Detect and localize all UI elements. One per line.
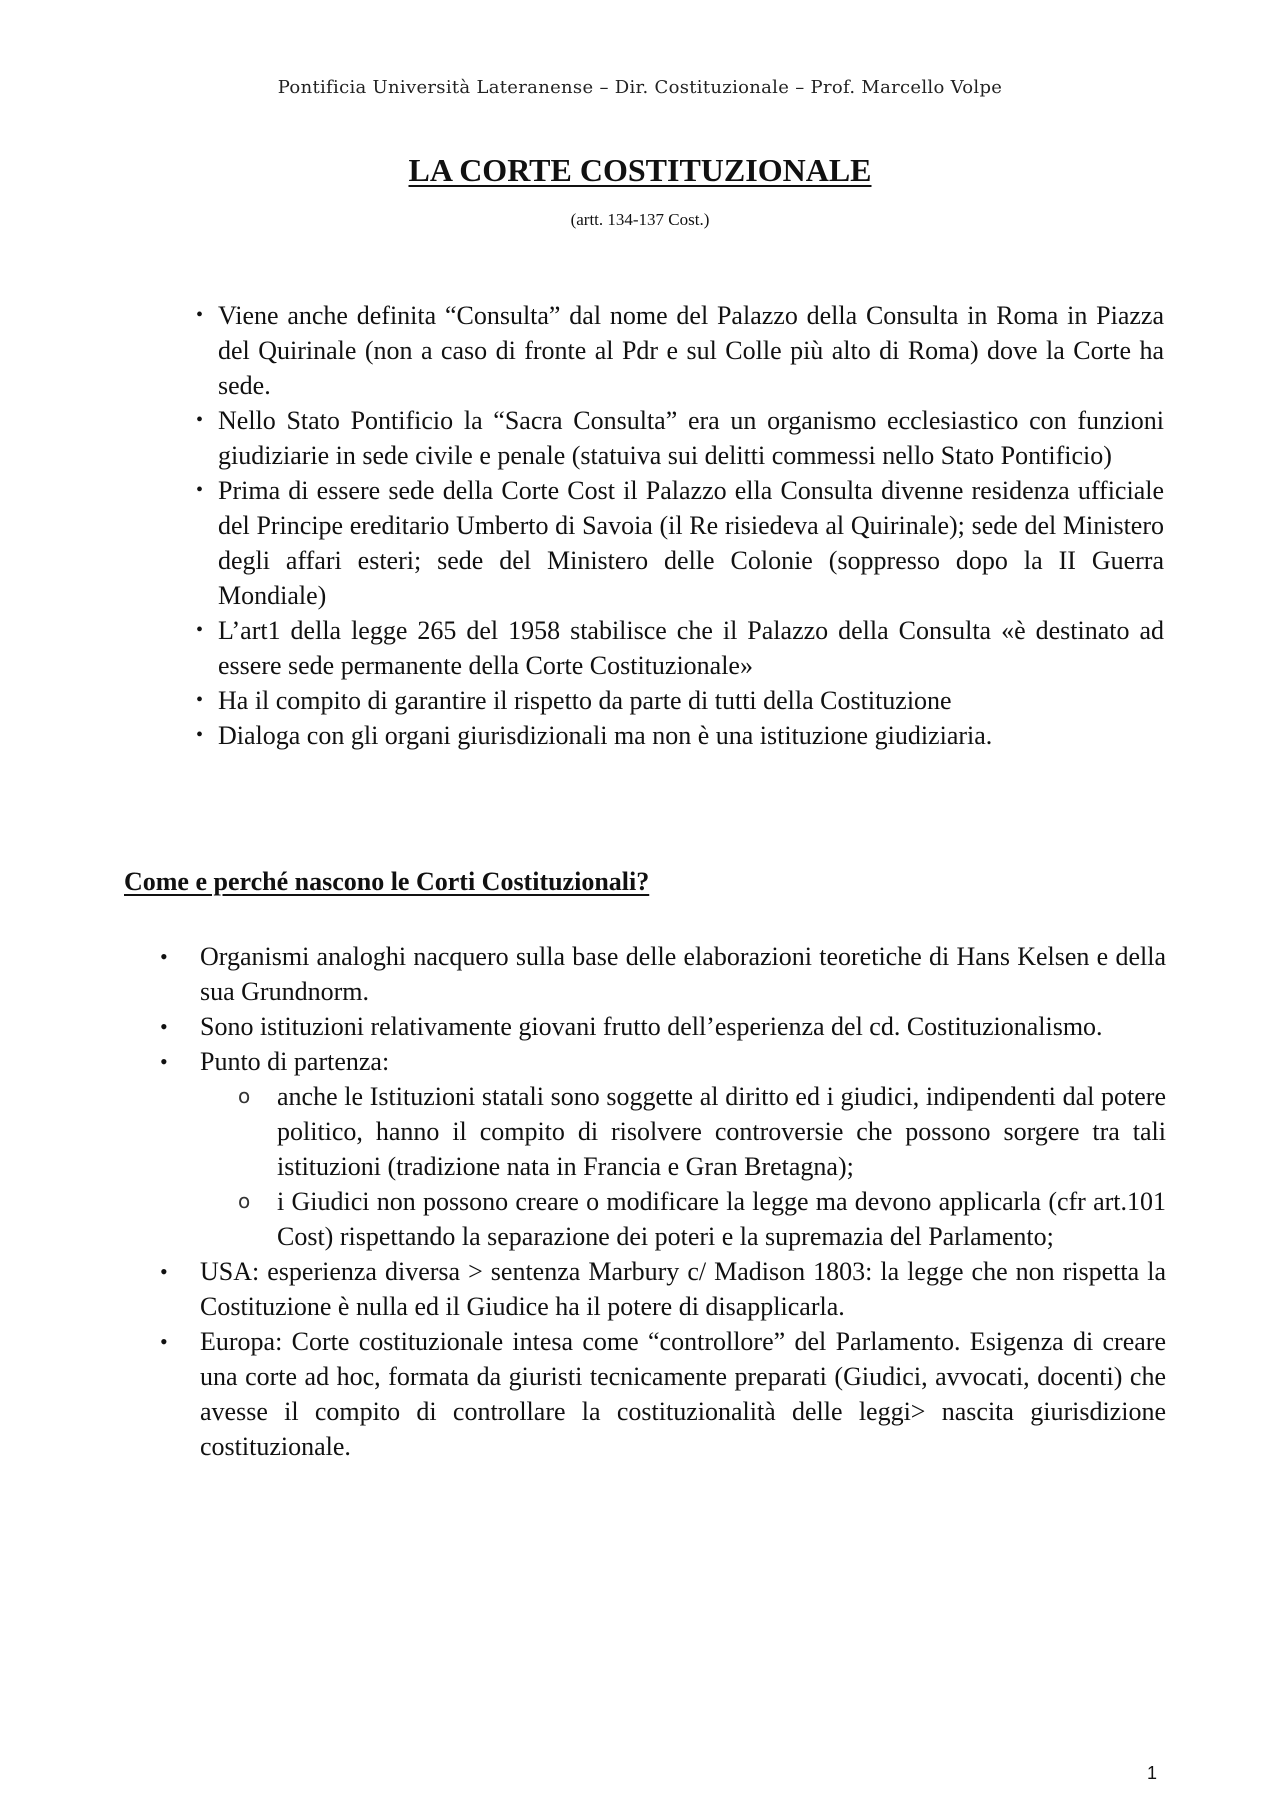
list-item-text: Nello Stato Pontificio la “Sacra Consulta” era un organismo ecclesiastico con funzioni giudiziarie in sede civile e penale (statuiva sui delitti commessi nello Stato Pontificio) — [218, 406, 1164, 470]
list-item — [178, 718, 1164, 753]
running-header: Pontificia Università Lateranense – Dir. Costituzionale – Prof. Marcello Volpe — [277, 77, 1003, 98]
sub-list-item — [238, 1079, 1166, 1184]
document-subtitle: (artt. 134-137 Cost.) — [570, 210, 710, 229]
list-item-text: Prima di essere sede della Corte Cost il Palazzo ella Consulta divenne residenza ufficiale del Principe ereditario Umberto di Savoia (il Re risiedeva al Quirinale); sede del Ministero degli affari esteri; sede del Ministero delle Colonie (soppresso dopo la II Guerra Mondiale) — [218, 476, 1164, 610]
intro-bullet-list — [178, 298, 1164, 753]
bullet-icon: • — [160, 944, 168, 969]
section-bullet-list — [160, 939, 1166, 1464]
hollow-bullet-icon: o — [238, 1084, 251, 1108]
sub-list-item-text: anche le Istituzioni statali sono soggette al diritto ed i giudici, indipendenti dal potere politico, hanno il compito di risolvere controversie che possono sorgere tra tali istituzioni (tradizione nata in Francia e Gran Bretagna); — [277, 1082, 1166, 1181]
list-item — [160, 1254, 1166, 1324]
bullet-icon: • — [160, 1049, 168, 1074]
bullet-icon: • — [196, 619, 204, 641]
list-item-text: Sono istituzioni relativamente giovani frutto dell’esperienza del cd. Costituzionalismo. — [200, 1012, 1103, 1041]
list-item — [160, 939, 1166, 1009]
list-item — [160, 1009, 1166, 1044]
bullet-icon: • — [160, 1329, 168, 1354]
hollow-bullet-icon: o — [238, 1189, 251, 1213]
list-item — [178, 613, 1164, 683]
list-item-text: Dialoga con gli organi giurisdizionali ma non è una istituzione giudiziaria. — [218, 721, 993, 750]
bullet-icon: • — [160, 1259, 168, 1284]
list-item — [178, 403, 1164, 473]
list-item — [178, 473, 1164, 613]
list-item-text: Europa: Corte costituzionale intesa come “controllore” del Parlamento. Esigenza di creare una corte ad hoc, formata da giuristi tecnicamente preparati (Giudici, avvocati, docenti) che avesse il compito di controllare la costituzionalità delle leggi> nascita giurisdizione costituzionale. — [200, 1327, 1166, 1461]
list-item — [160, 1324, 1166, 1464]
list-item-text: Punto di partenza: — [200, 1047, 390, 1076]
list-item-text: Viene anche definita “Consulta” dal nome del Palazzo della Consulta in Roma in Piazza del Quirinale (non a caso di fronte al Pdr e sul Colle più alto di Roma) dove la Corte ha sede. — [218, 301, 1164, 400]
bullet-icon: • — [196, 689, 204, 711]
list-item-text: USA: esperienza diversa > sentenza Marbury c/ Madison 1803: la legge che non rispetta la Costituzione è nulla ed il Giudice ha il potere di disapplicarla. — [200, 1257, 1166, 1321]
page-number: 1 — [1147, 1763, 1158, 1783]
list-item — [160, 1044, 1166, 1254]
list-item-text: Organismi analoghi nacquero sulla base delle elaborazioni teoretiche di Hans Kelsen e della sua Grundnorm. — [200, 942, 1166, 1006]
list-item — [178, 683, 1164, 718]
document-title: LA CORTE COSTITUZIONALE — [408, 152, 872, 188]
sub-bullet-list — [238, 1079, 1166, 1254]
sub-list-item — [238, 1184, 1166, 1254]
bullet-icon: • — [160, 1014, 168, 1039]
bullet-icon: • — [196, 304, 204, 326]
list-item-text: L’art1 della legge 265 del 1958 stabilisce che il Palazzo della Consulta «è destinato ad essere sede permanente della Corte Costituzionale» — [218, 616, 1164, 680]
list-item — [178, 298, 1164, 403]
bullet-icon: • — [196, 724, 204, 746]
section-heading: Come e perché nascono le Corti Costituzionali? — [124, 867, 650, 896]
list-item-text: Ha il compito di garantire il rispetto da parte di tutti della Costituzione — [218, 686, 952, 715]
bullet-icon: • — [196, 479, 204, 501]
bullet-icon: • — [196, 409, 204, 431]
sub-list-item-text: i Giudici non possono creare o modificare la legge ma devono applicarla (cfr art.101 Cost) rispettando la separazione dei poteri e la supremazia del Parlamento; — [277, 1187, 1166, 1251]
